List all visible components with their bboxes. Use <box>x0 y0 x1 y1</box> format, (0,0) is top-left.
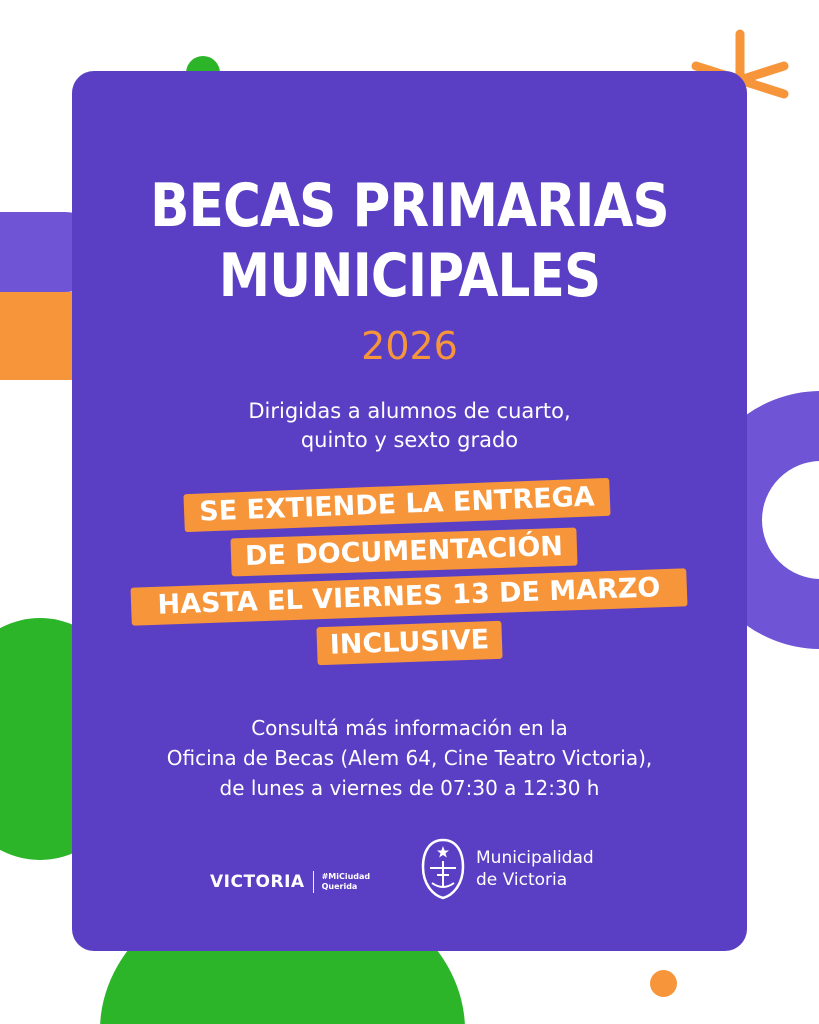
info-card <box>72 71 747 951</box>
contact-info <box>72 713 747 803</box>
municipal-crest-icon <box>420 837 466 901</box>
highlight-line-2: DE DOCUMENTACIÓN <box>230 528 577 577</box>
municipality-line-1: Municipalidad <box>476 848 594 868</box>
brand-name: VICTORIA <box>210 872 305 892</box>
subtitle-line-1: Dirigidas a alumnos de cuarto, <box>248 399 571 423</box>
orange-dot-decoration <box>650 970 677 997</box>
municipality-name <box>476 847 594 891</box>
info-line-2: Oficina de Becas (Alem 64, Cine Teatro Victoria), <box>166 746 653 770</box>
hashtag-line-1: #MiCiudad <box>321 872 371 881</box>
municipality-line-2: de Victoria <box>476 870 568 890</box>
victoria-brand-logo <box>210 867 370 897</box>
title-line-2: MUNICIPALES <box>218 241 601 311</box>
page-title <box>119 171 700 311</box>
info-line-3: de lunes a viernes de 07:30 a 12:30 h <box>219 776 600 800</box>
brand-hashtag <box>322 872 371 892</box>
highlight-line-1: SE EXTIENDE LA ENTREGA <box>183 478 610 532</box>
highlight-line-4: INCLUSIVE <box>316 621 502 665</box>
title-line-1: BECAS PRIMARIAS <box>150 171 669 241</box>
highlight-line-3: HASTA EL VIERNES 13 DE MARZO <box>131 568 688 625</box>
subtitle-line-2: quinto y sexto grado <box>300 428 519 452</box>
hashtag-line-2: Querida <box>321 882 358 891</box>
subtitle <box>72 397 747 455</box>
info-line-1: Consultá más información en la <box>251 716 568 740</box>
year-label: 2026 <box>361 324 458 368</box>
brand-divider <box>313 871 314 893</box>
municipality-logo <box>420 837 594 901</box>
